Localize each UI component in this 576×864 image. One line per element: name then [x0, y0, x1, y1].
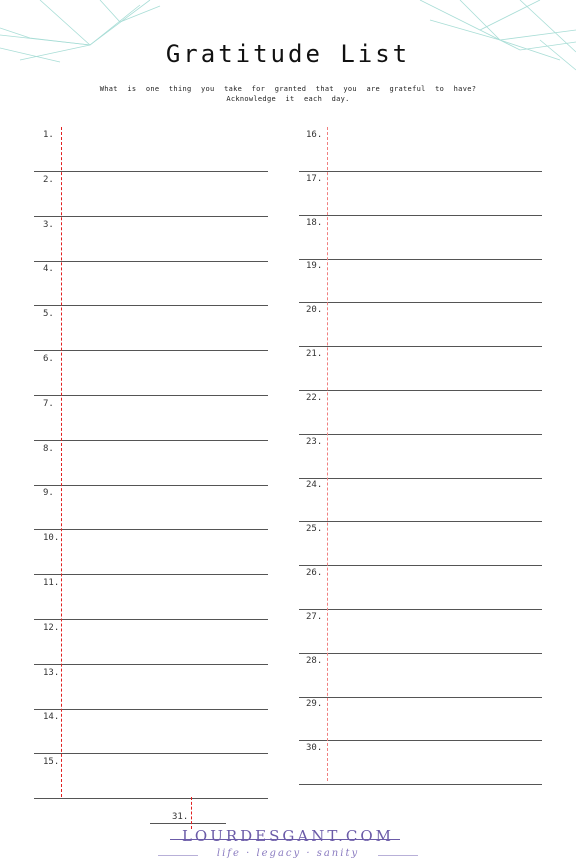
entry-number: 31. — [172, 812, 189, 822]
entry-number: 6. — [43, 354, 54, 364]
entry-row[interactable] — [299, 696, 542, 741]
entry-row[interactable] — [299, 434, 542, 479]
entry-row[interactable] — [34, 575, 268, 620]
entry-row[interactable] — [299, 302, 542, 347]
entry-row[interactable] — [34, 754, 268, 799]
entry-row[interactable] — [299, 258, 542, 303]
subtitle-line-1: What is one thing you take for granted that you are grateful to have? — [99, 85, 477, 93]
entry-number: 1. — [43, 130, 54, 140]
entry-number: 14. — [43, 712, 60, 723]
margin-line-left — [61, 127, 62, 797]
brand-underline — [170, 839, 400, 840]
entry-number: 17. — [306, 173, 323, 184]
entry-number: 28. — [306, 655, 323, 666]
margin-line-31 — [191, 797, 192, 829]
entry-row[interactable] — [299, 390, 542, 435]
entry-number: 15. — [43, 757, 60, 768]
entry-row[interactable] — [34, 127, 268, 172]
entry-row[interactable] — [299, 740, 542, 785]
entry-number: 19. — [306, 261, 323, 272]
entry-number: 25. — [306, 524, 323, 535]
entry-row[interactable] — [299, 653, 542, 698]
brand-tagline: life · legacy · sanity — [216, 848, 360, 859]
entry-row[interactable] — [34, 620, 268, 665]
entry-number: 21. — [306, 349, 323, 359]
subtitle-line-2: Acknowledge it each day. — [226, 95, 350, 103]
entry-row[interactable] — [34, 261, 268, 306]
entry-number: 3. — [43, 219, 54, 230]
entry-row[interactable] — [299, 346, 542, 391]
entry-row[interactable] — [34, 172, 268, 217]
entry-row[interactable] — [299, 127, 542, 172]
entry-number: 2. — [43, 174, 54, 185]
entry-row[interactable] — [299, 477, 542, 522]
entry-row[interactable] — [34, 217, 268, 262]
entry-number: 29. — [306, 699, 323, 710]
brand-name: LOURDESGANT.COM — [181, 827, 395, 845]
entry-row[interactable] — [299, 215, 542, 260]
entry-number: 11. — [43, 578, 60, 588]
entry-number: 10. — [43, 533, 60, 544]
entry-row[interactable] — [34, 485, 268, 530]
entry-number: 9. — [43, 488, 54, 499]
page-subtitle — [0, 84, 576, 104]
entry-row[interactable] — [299, 521, 542, 566]
entry-number: 23. — [306, 436, 323, 447]
entry-number: 18. — [306, 217, 323, 228]
entry-row[interactable] — [34, 665, 268, 710]
entry-row[interactable] — [299, 609, 542, 654]
entry-number: 24. — [306, 480, 323, 491]
margin-line-right — [327, 127, 328, 781]
entry-number: 26. — [306, 568, 323, 578]
entry-row[interactable] — [34, 351, 268, 396]
entry-number: 30. — [306, 743, 323, 754]
entry-number: 7. — [43, 398, 54, 409]
entry-row[interactable] — [34, 709, 268, 754]
entry-row[interactable] — [34, 441, 268, 486]
entry-row[interactable] — [299, 565, 542, 610]
entry-number: 22. — [306, 392, 323, 403]
entry-row[interactable] — [299, 171, 542, 216]
entry-row[interactable] — [34, 530, 268, 575]
entry-number: 12. — [43, 622, 60, 633]
entry-number: 4. — [43, 264, 54, 275]
entry-number: 27. — [306, 611, 323, 622]
page-title: Gratitude List — [165, 40, 411, 68]
entry-number: 20. — [306, 305, 323, 316]
entry-row[interactable] — [34, 306, 268, 351]
entry-row[interactable] — [34, 396, 268, 441]
entry-number: 16. — [306, 130, 323, 140]
entry-number: 8. — [43, 443, 54, 454]
entry-number: 5. — [43, 309, 54, 320]
entry-row[interactable] — [150, 795, 226, 824]
entry-number: 13. — [43, 667, 60, 678]
